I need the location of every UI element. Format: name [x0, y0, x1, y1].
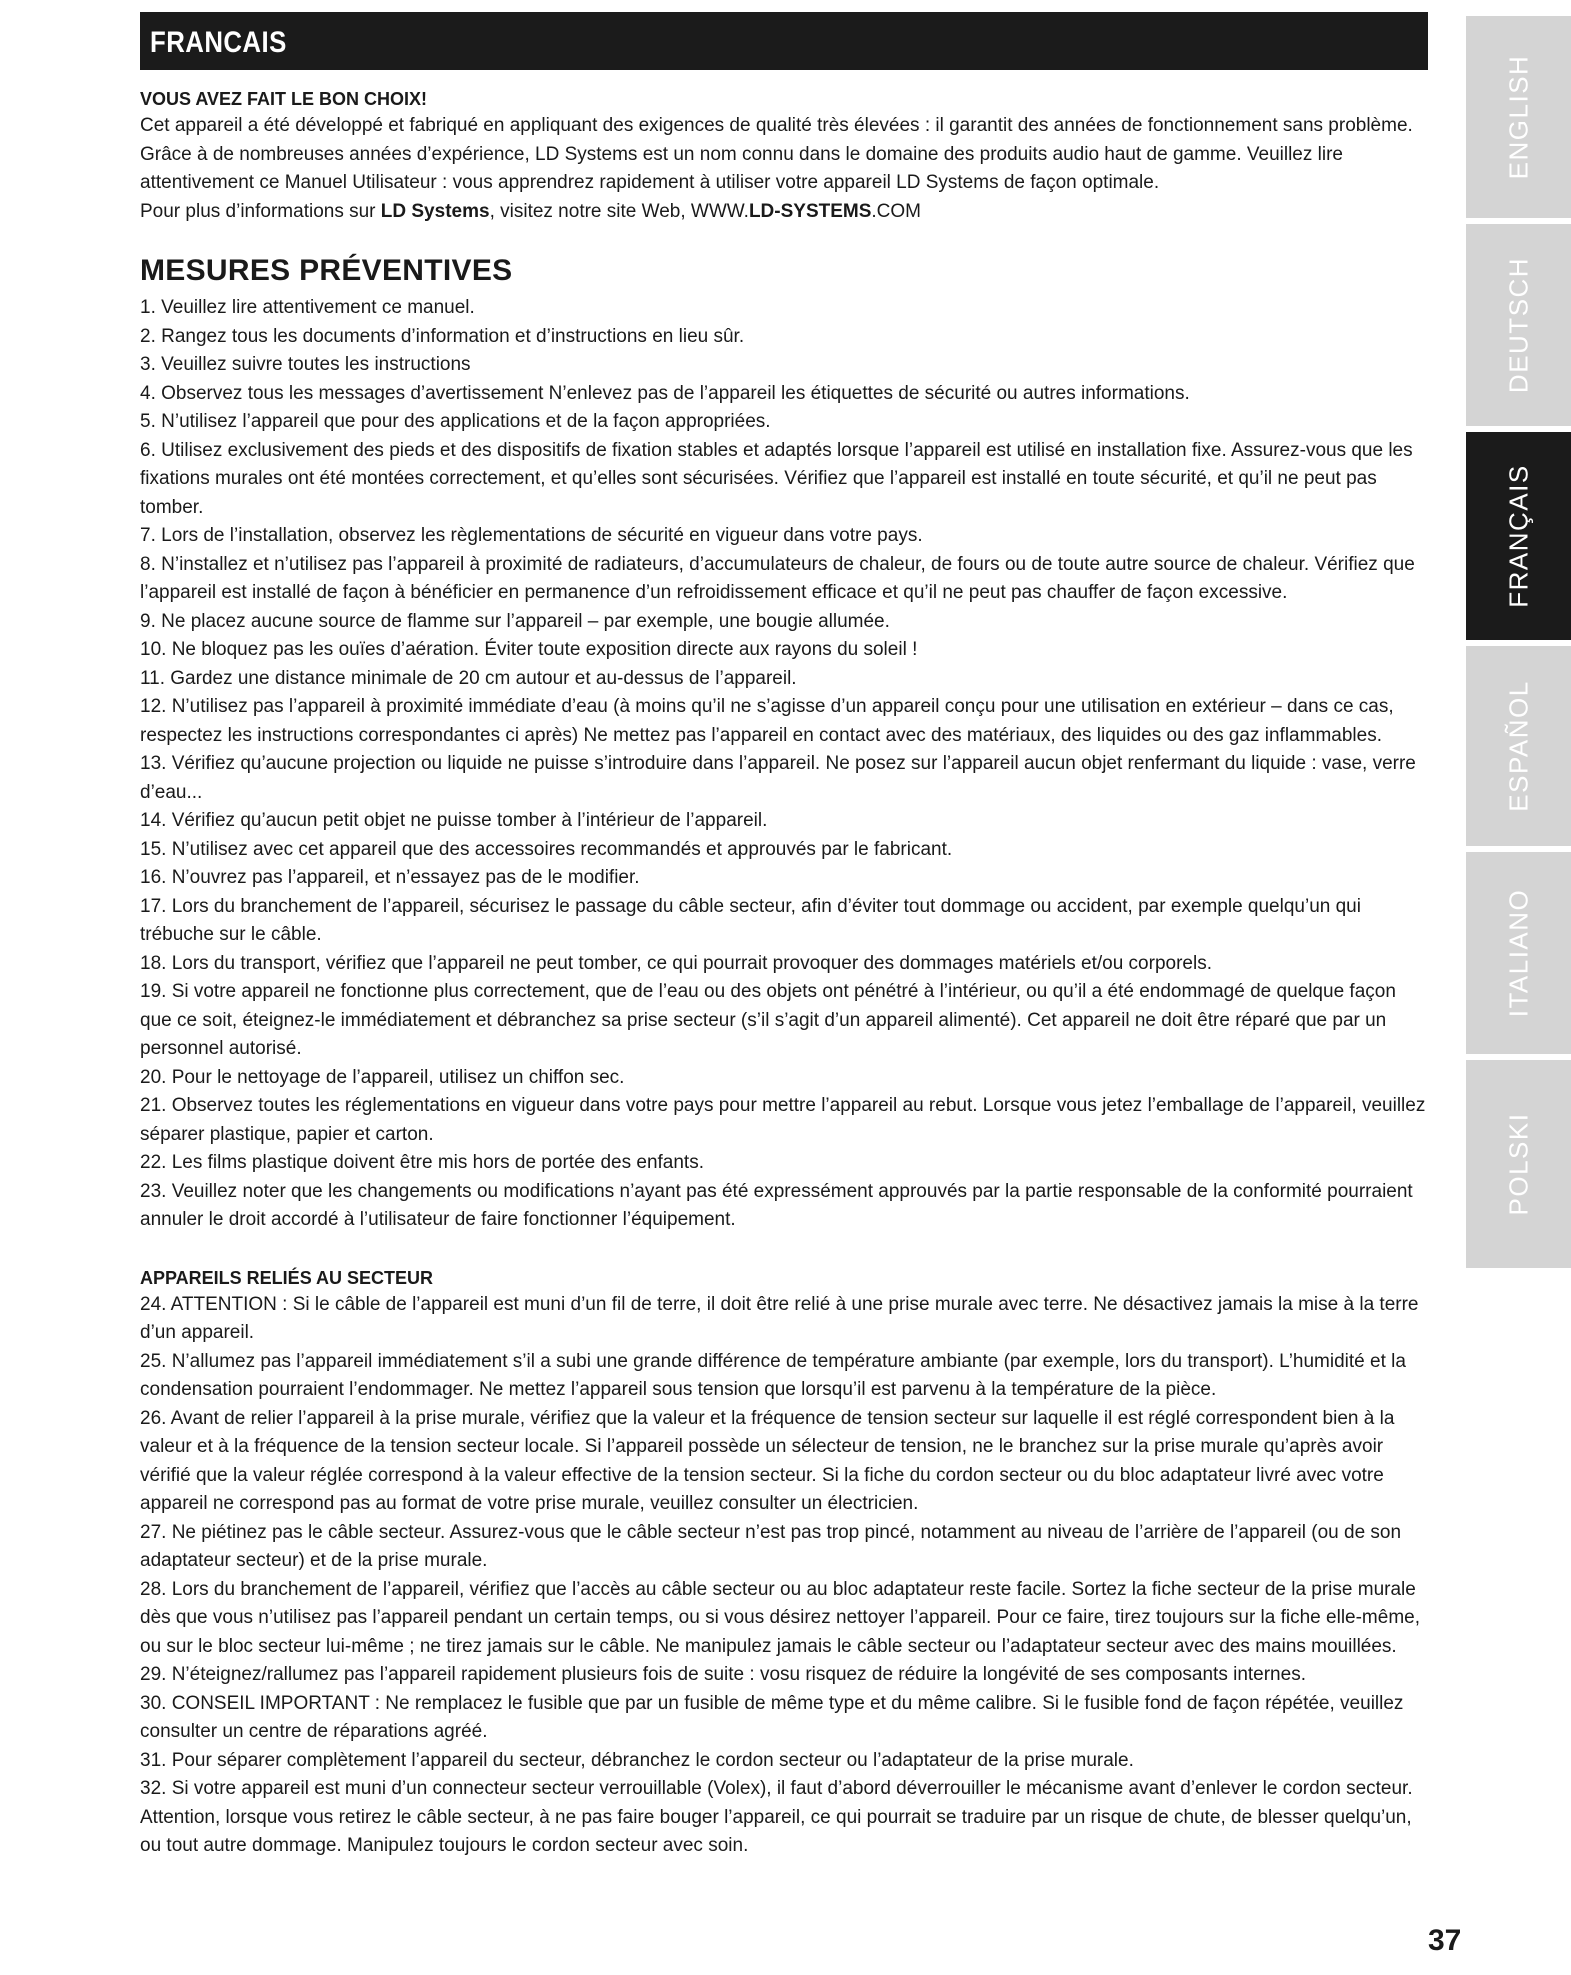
safety-item: 5. N’utilisez l’appareil que pour des applications et de la façon appropriées.	[140, 411, 771, 432]
language-tab-label: POLSKI	[1503, 1112, 1533, 1216]
safety-item: 9. Ne placez aucune source de flamme sur l’appareil – par exemple, une bougie allumée.	[140, 610, 890, 632]
safety-item: 8. N’installez et n’utilisez pas l’appareil à proximité de radiateurs, d’accumulateurs de chaleur, de fours ou de toute autre source de chaleur. Vérifiez que l’appareil est installé de façon à bénéficier en permanence d’un refroidissement efficace et qu’il ne peut pas chauffer de façon excessive.	[140, 553, 1415, 603]
mains-item: 29. N’éteignez/rallumez pas l’appareil rapidement plusieurs fois de suite : vosu risquez de réduire la longévité de ses composants internes.	[140, 1664, 1306, 1685]
mains-item: 31. Pour séparer complètement l’appareil du secteur, débranchez le cordon secteur ou l’adaptateur de la prise murale.	[140, 1749, 1134, 1771]
page-title: FRANCAIS	[150, 26, 287, 59]
mains-item: 27. Ne piétinez pas le câble secteur. Assurez-vous que le câble secteur n’est pas trop pincé, notamment au niveau de l’arrière de l’appareil (ou de son adaptateur secteur) et de la prise murale.	[140, 1521, 1402, 1571]
safety-item: 1. Veuillez lire attentivement ce manuel.	[140, 297, 475, 318]
safety-list	[140, 294, 1430, 1235]
safety-item: 15. N’utilisez avec cet appareil que des accessoires recommandés et approuvés par le fabricant.	[140, 838, 953, 860]
main-content	[140, 86, 1430, 1861]
safety-item: 7. Lors de l’installation, observez les règlementations de sécurité en vigueur dans votre pays.	[140, 525, 923, 546]
language-tab[interactable]	[1466, 224, 1571, 426]
safety-item: 23. Veuillez noter que les changements ou modifications n’ayant pas été expressément approuvés par la partie responsable de la conformité pourraient annuler le droit accordé à l’utilisateur de faire fonctionner l’équipement.	[140, 1180, 1413, 1230]
safety-item: 11. Gardez une distance minimale de 20 cm autour et au-dessus de l’appareil.	[140, 667, 797, 689]
safety-item: 21. Observez toutes les réglementations en vigueur dans votre pays pour mettre l’appareil au rebut. Lorsque vous jetez l’emballage de l’appareil, veuillez séparer plastique, papier et carton.	[140, 1095, 1426, 1145]
safety-item: 16. N’ouvrez pas l’appareil, et n’essayez pas de le modifier.	[140, 867, 640, 888]
language-tab[interactable]	[1466, 852, 1571, 1054]
intro-heading: VOUS AVEZ FAIT LE BON CHOIX!	[140, 89, 428, 109]
language-tab[interactable]	[1466, 646, 1571, 846]
safety-item: 13. Vérifiez qu’aucune projection ou liquide ne puisse s’introduire dans l’appareil. Ne posez sur l’appareil aucun objet renfermant du liquide : vase, verre d’eau...	[140, 753, 1416, 803]
safety-item: 19. Si votre appareil ne fonctionne plus correctement, que de l’eau ou des objets ont pénétré à l’intérieur, ou qu’il a été endommagé de quelque façon que ce soit, éteignez-le immédiatement et débranchez sa prise secteur (s’il s’agit d’un appareil alimenté). Cet appareil ne doit être réparé que par un personnel autorisé.	[140, 981, 1396, 1059]
language-tabs	[1466, 16, 1571, 1626]
language-tab-label: FRANÇAIS	[1503, 464, 1533, 608]
safety-item: 14. Vérifiez qu’aucun petit objet ne puisse tomber à l’intérieur de l’appareil.	[140, 810, 768, 831]
page-number: 37	[1428, 1924, 1462, 1957]
safety-item: 6. Utilisez exclusivement des pieds et des dispositifs de fixation stables et adaptés lorsque l’appareil est utilisé en installation fixe. Assurez-vous que les fixations murales ont été montées correctement, et qu’elles sont sécurisées. Vérifiez que l’appareil est installé en toute sécurité, et qu’il ne peut pas tomber.	[140, 439, 1413, 518]
intro-paragraph: Cet appareil a été développé et fabriqué en appliquant des exigences de qualité très élevées : il garantit des années de fonctionnement sans problème. Grâce à de nombreuses années d’expérience, LD Systems est un nom connu dans le domaine des produits audio haut de gamme. Veuillez lire attentivement ce Manuel Utilisateur : vous apprendrez rapidement à utiliser votre appareil LD Systems de façon optimale.	[140, 115, 1413, 193]
mains-item: 26. Avant de relier l’appareil à la prise murale, vérifiez que la valeur et la fréquence de tension secteur sur laquelle il est réglé correspondent bien à la valeur et à la fréquence de la tension secteur locale. Si l’appareil possède un sélecteur de tension, ne le branchez sur la prise murale qu’après avoir vérifié que la valeur réglée correspond à la valeur effective de la tension secteur. Si la fiche du cordon secteur ou du bloc adaptateur livré avec votre appareil ne correspond pas au format de votre prise murale, veuillez consulter un électricien.	[140, 1407, 1395, 1514]
safety-item: 18. Lors du transport, vérifiez que l’appareil ne peut tomber, ce qui pourrait provoquer des dommages matériels et/ou corporels.	[140, 952, 1212, 974]
language-tab[interactable]	[1466, 432, 1571, 640]
info-prefix: Pour plus d’informations sur	[140, 200, 381, 222]
website-link[interactable]: LD-SYSTEMS	[748, 200, 872, 222]
safety-item: 17. Lors du branchement de l’appareil, sécurisez le passage du câble secteur, afin d’éviter tout dommage ou accident, par exemple quelqu’un qui trébuche sur le câble.	[140, 895, 1361, 945]
mains-item: 24. ATTENTION : Si le câble de l’appareil est muni d’un fil de terre, il doit être relié à une prise murale avec terre. Ne désactivez jamais la mise à la terre d’un appareil.	[140, 1293, 1419, 1343]
mains-item: 28. Lors du branchement de l’appareil, vérifiez que l’accès au câble secteur ou au bloc adaptateur reste facile. Sortez la fiche secteur de la prise murale dès que vous n’utilisez pas l’appareil pendant un certain temps, ou si vous désirez nettoyer l’appareil. Pour ce faire, tirez toujours sur la fiche elle-même, ou sur le bloc secteur lui-même ; ne tirez jamais sur le câble. Ne manipulez jamais le câble secteur ou l’adaptateur secteur avec des mains mouillées.	[140, 1578, 1420, 1657]
page-header	[140, 12, 1428, 70]
language-tab-label: ENGLISH	[1503, 54, 1533, 180]
safety-item: 10. Ne bloquez pas les ouïes d’aération. Éviter toute exposition directe aux rayons du soleil !	[140, 639, 918, 660]
safety-item: 20. Pour le nettoyage de l’appareil, utilisez un chiffon sec.	[140, 1066, 625, 1088]
safety-item: 4. Observez tous les messages d’avertissement N’enlevez pas de l’appareil les étiquettes de sécurité ou autres informations.	[140, 382, 1190, 404]
language-tab[interactable]	[1466, 16, 1571, 218]
mains-heading: APPAREILS RELIÉS AU SECTEUR	[140, 1267, 434, 1288]
safety-item: 12. N’utilisez pas l’appareil à proximité immédiate d’eau (à moins qu’il ne s’agisse d’un appareil conçu pour une utilisation en extérieur – dans ce cas, respectez les instructions correspondantes ci après) Ne mettez pas l’appareil en contact avec des matériaux, des liquides ou des gaz inflammables.	[140, 696, 1394, 746]
info-middle: , visitez notre site Web, WWW.	[489, 200, 749, 222]
mains-item: 30. CONSEIL IMPORTANT : Ne remplacez le fusible que par un fusible de même type et du même calibre. Si le fusible fond de façon répétée, veuillez consulter un centre de réparations agréé.	[140, 1692, 1404, 1742]
safety-title: MESURES PRÉVENTIVES	[140, 254, 513, 287]
language-tab-label: DEUTSCH	[1503, 256, 1533, 394]
language-tab-label: ESPAÑOL	[1503, 680, 1533, 812]
safety-item: 22. Les films plastique doivent être mis hors de portée des enfants.	[140, 1152, 704, 1173]
safety-item: 3. Veuillez suivre toutes les instructions	[140, 354, 471, 375]
language-tab[interactable]	[1466, 1060, 1571, 1268]
mains-item: 25. N’allumez pas l’appareil immédiatement s’il a subi une grande différence de température ambiante (par exemple, lors du transport). L’humidité et la condensation pourraient l’endommager. Ne mettez l’appareil sous tension que lorsqu’il est parvenu à la température de la pièce.	[140, 1350, 1406, 1400]
safety-item: 2. Rangez tous les documents d’information et d’instructions en lieu sûr.	[140, 325, 745, 347]
mains-list	[140, 1291, 1430, 1861]
info-brand: LD Systems	[380, 200, 490, 222]
mains-item: 32. Si votre appareil est muni d’un connecteur secteur verrouillable (Volex), il faut d’abord déverrouiller le mécanisme avant d’enlever le cordon secteur. Attention, lorsque vous retirez le câble secteur, à ne pas faire bouger l’appareil, ce qui pourrait se traduire par un risque de chute, de blesser quelqu’un, ou tout autre dommage. Manipulez toujours le cordon secteur avec soin.	[140, 1778, 1413, 1856]
info-suffix: .COM	[871, 200, 921, 222]
language-tab-label: ITALIANO	[1503, 888, 1533, 1018]
intro-info	[140, 198, 1430, 227]
